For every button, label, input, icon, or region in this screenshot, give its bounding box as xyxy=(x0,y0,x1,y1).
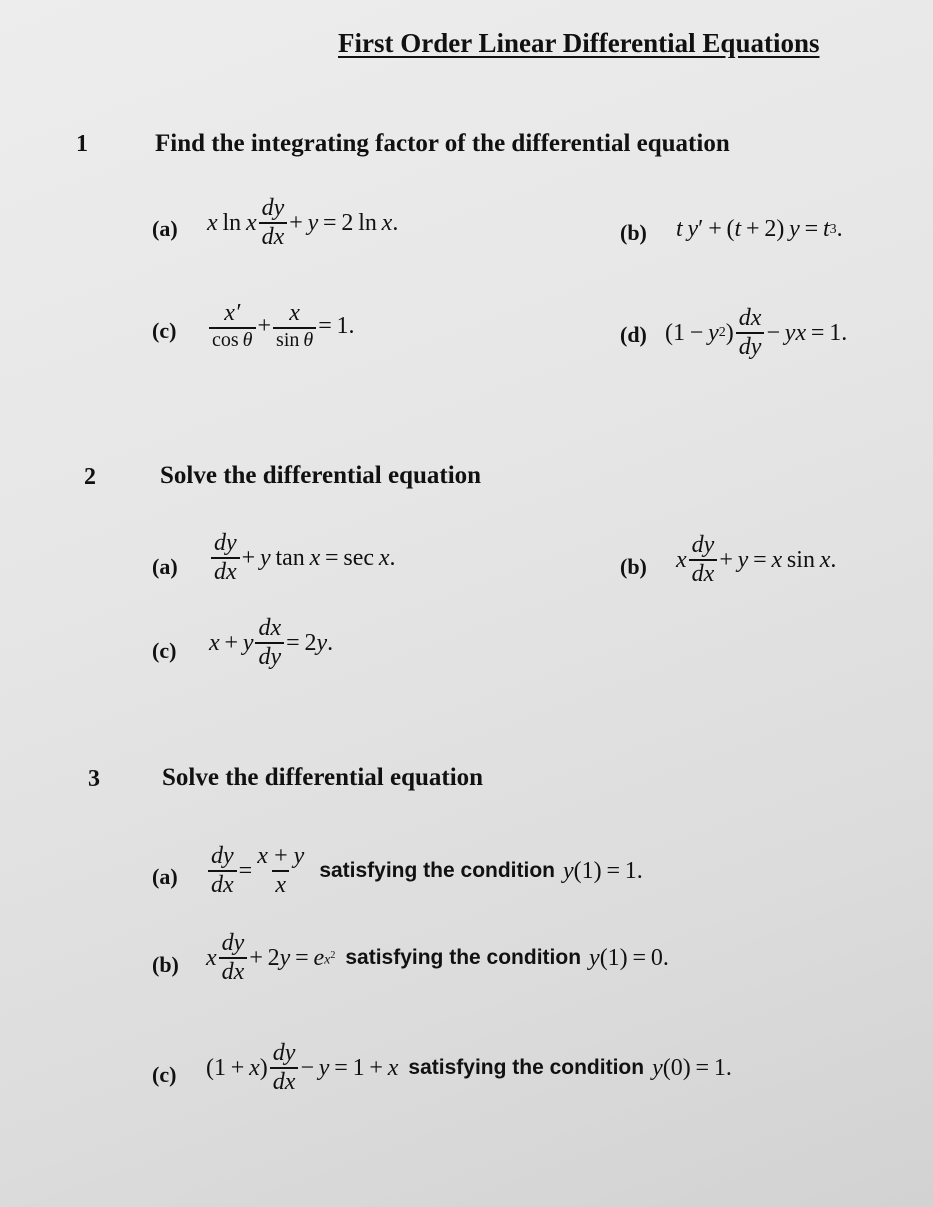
q3-part-b-condition-text: satisfying the condition xyxy=(345,946,582,970)
question-1-prompt: Find the integrating factor of the differential equation xyxy=(155,130,730,157)
q1-part-b-equation: t y ′ + ( t + 2) y = t 3 . xyxy=(676,216,843,242)
q2-part-a-equation: $\frac{dy}{dx}$ + y tan x = sec x . xyxy=(209,531,396,585)
q1-part-c-label: (c) xyxy=(152,318,177,343)
q2-part-c-equation: x + y $\frac{dx}{dy}$ = 2 y . xyxy=(209,615,334,671)
q2-part-b-label: (b) xyxy=(620,554,647,579)
q3-part-b-equation: x $\frac{dy}{dx}$ + 2 y = e $x^2$ satisfying the condition y (1) = 0. xyxy=(206,930,669,986)
q3-part-c-equation: (1 + x ) $\frac{dy}{dx}$ − y = 1 + x satisfying the condition y (0) = 1. xyxy=(206,1040,732,1096)
q3-part-a-equation: $\frac{dy}{dx}$ = $\frac{x + y}{x}$ satisfying the condition y (1) = 1. xyxy=(206,844,643,898)
q1-part-a-label: (a) xyxy=(152,216,178,241)
question-1-number: 1 xyxy=(76,131,88,157)
q3-part-a-condition-text: satisfying the condition xyxy=(319,859,555,883)
q3-part-c-condition-text: satisfying the condition xyxy=(408,1056,645,1080)
q2-part-b-equation: x $\frac{dy}{dx}$ + y = x sin x . xyxy=(676,532,837,588)
q2-part-a-label: (a) xyxy=(152,554,178,579)
question-3-number: 3 xyxy=(88,766,100,792)
q3-part-c-label: (c) xyxy=(152,1062,177,1087)
question-2-number: 2 xyxy=(84,464,96,490)
q3-part-b-label: (b) xyxy=(152,952,179,977)
q1-part-b-label: (b) xyxy=(620,220,647,245)
q1-part-a-equation: x ln x $\frac{dy}{dx}$ + y = 2 ln x . xyxy=(207,195,399,251)
question-2-prompt: Solve the differential equation xyxy=(160,462,482,489)
q3-part-a-label: (a) xyxy=(152,864,178,889)
q1-part-c-equation: $\frac{x'}{\text{cos θ}}$ + $\frac{x}{\text{sin θ}}$ = 1. xyxy=(207,301,355,351)
question-3-prompt: Solve the differential equation xyxy=(162,764,484,791)
q1-part-d-equation: (1 − y 2 ) $\frac{dx}{dy}$ − yx = 1. xyxy=(665,305,848,361)
page-title: First Order Linear Differential Equations xyxy=(338,28,820,58)
q1-part-d-label: (d) xyxy=(620,322,647,347)
q2-part-c-label: (c) xyxy=(152,638,177,663)
